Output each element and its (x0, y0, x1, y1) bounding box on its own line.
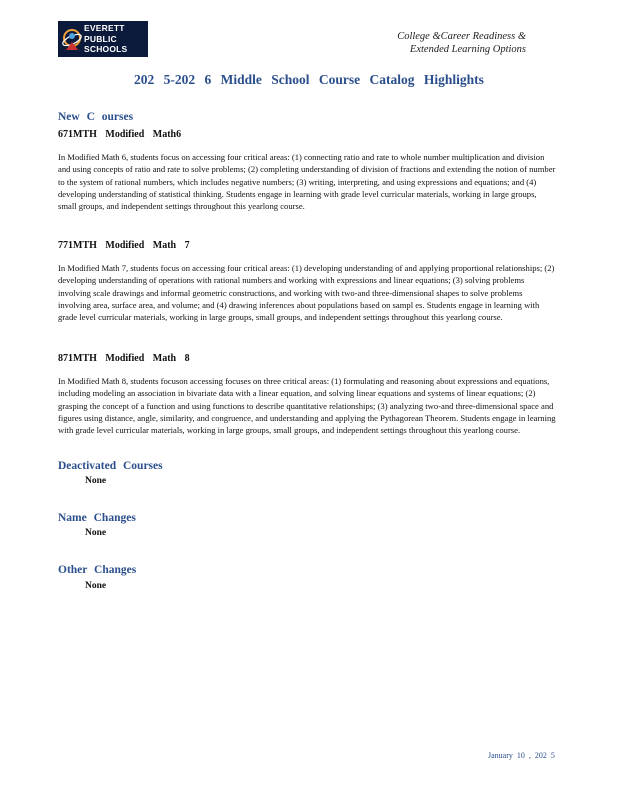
district-logo (58, 21, 148, 57)
deactivated-courses-heading: Deactivated Courses (58, 460, 163, 472)
orbit-logo-icon (61, 24, 83, 54)
course-title-871mth: 871MTH Modified Math 8 (58, 353, 190, 364)
deactivated-list-item (75, 476, 106, 486)
footer-date: January 10 , 202 5 (488, 751, 555, 760)
new-courses-heading: New C ourses (58, 111, 134, 123)
department-header (397, 30, 526, 56)
course-description-771mth: In Modified Math 7, students focus on accessing four critical areas: (1) developing understanding of and applying proportional relationships; (2) developing understanding of operations with rational numbers and working with expressions and linear equations; (3) solving problems involving scale drawings and informal geometric constructions, and working with two-and three-dimensional shapes to solve problems involving area, surface area, and volume; and (4) drawing inferences about populations based on sampl es. Students engage in learning with grade level curricular materials, working in large groups, small groups, and independent settings throughout this yearlong course. (58, 263, 555, 323)
name-changes-value: None (85, 528, 107, 538)
deactivated-value: None (85, 476, 107, 486)
page-title: 202 5-202 6 Middle School Course Catalog Highlights (134, 72, 484, 87)
name-changes-list-item (75, 528, 106, 538)
department-line-1: College &Career Readiness & (397, 31, 526, 42)
course-title-771mth: 771MTH Modified Math 7 (58, 240, 190, 251)
logo-text (84, 23, 146, 55)
department-line-2: Extended Learning Options (409, 44, 526, 55)
logo-line-2: PUBLIC (84, 33, 117, 44)
course-description-871mth: In Modified Math 8, students focuson accessing focuses on three critical areas: (1) formulating and reasoning about expressions and equations, including modeling an association in bivariate data with a linear equation, and solving linear equations and systems of linear equations; (2) grasping the concept of a function and using functions to describe quantitative relationships; (3) analyzing two-and three-dimensional space and figures using distance, angle, similarity, and congruence, and understanding and applying the Pythagorean Theorem. Students engage in learning with grade level curricular materials, working in large groups, small groups, and independent settings throughout this yearlong course. (58, 376, 556, 436)
other-changes-list-item (75, 581, 106, 591)
name-changes-heading: Name Changes (58, 512, 136, 524)
logo-line-3: SCHOOLS (84, 44, 128, 54)
logo-line-1: EVERETT (84, 23, 125, 33)
other-changes-heading: Other Changes (58, 564, 137, 576)
course-title-671mth: 671MTH Modified Math6 (58, 129, 182, 140)
other-changes-value: None (85, 581, 107, 591)
course-description-671mth: In Modified Math 6, students focus on accessing four critical areas: (1) connecting ratio and rate to whole number multiplication and division and using concepts of ratio and rate to solve problems; (2) completing understanding of division of fractions and extending the notion of number to the system of rational numbers, which includes negative numbers; (3) writing, interpreting, and using expressions and equations; and (4) developing understanding of statistical thinking. Students engage in learning with grade level curricular materials, working in large groups, small groups, and independent settings throughout this yearlong course. (58, 152, 556, 212)
